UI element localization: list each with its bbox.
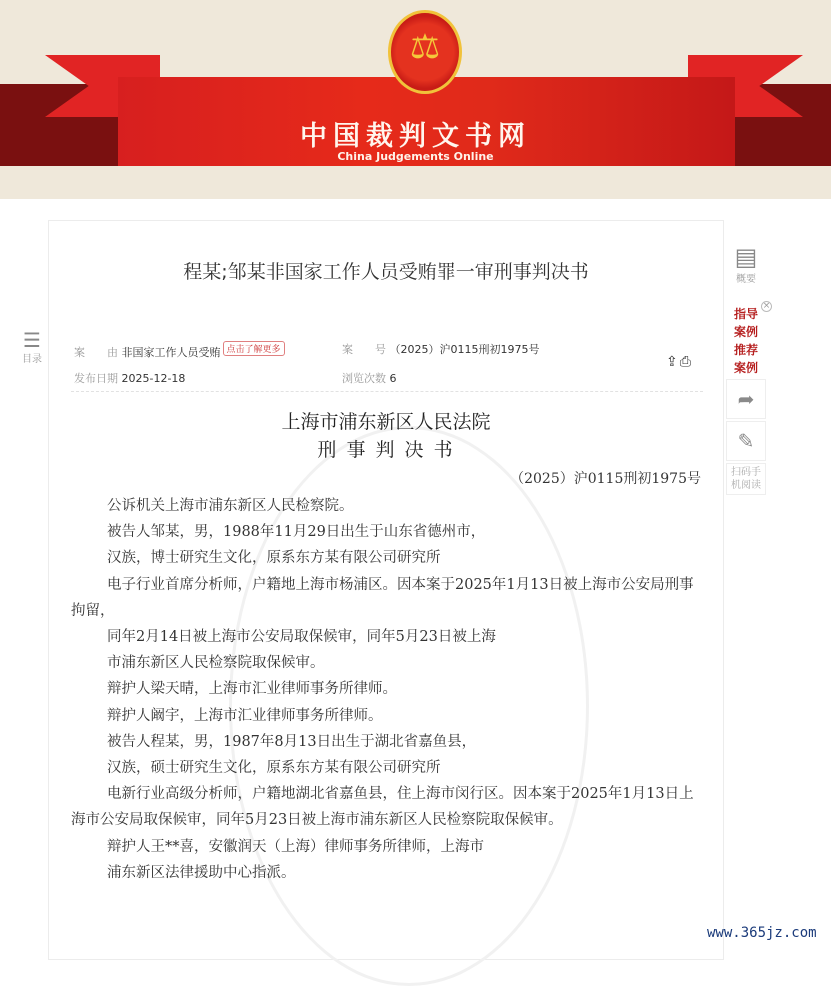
site-subtitle: China Judgements Online [337, 150, 494, 163]
divider [71, 391, 703, 392]
publish-label: 发布日期 [74, 372, 118, 385]
scan-mobile-button[interactable] [726, 463, 766, 495]
summary-label: 概要 [736, 274, 756, 285]
case-no-value: （2025）沪0115刑初1975号 [389, 343, 540, 356]
meta-views [342, 370, 397, 386]
share-icon: ➦ [737, 387, 755, 411]
case-number-line: （2025）沪0115刑初1975号 [510, 471, 701, 487]
paragraph: 辩护人王**喜，安徽润天（上海）律师事务所律师，上海市 [107, 838, 484, 855]
recommend-case-label: 案例 [733, 361, 758, 375]
watermark-url: www.365jz.com [707, 925, 817, 941]
site-header [0, 0, 831, 199]
document-body [71, 493, 701, 886]
list-icon: ☰ [23, 328, 41, 352]
paragraph: 电子行业首席分析师，户籍地上海市杨浦区。因本案于2025年1月13日被上海市公安局刑事拘留， [71, 576, 694, 619]
toc-button[interactable] [18, 330, 46, 365]
cause-value: 非国家工作人员受贿 [121, 346, 221, 359]
close-icon[interactable]: × [762, 301, 771, 311]
recommend-case-link[interactable] [726, 341, 766, 377]
guide-case-link[interactable] [726, 305, 766, 341]
meta-case-no [342, 341, 539, 357]
share-button[interactable] [726, 379, 766, 419]
edit-button[interactable] [726, 421, 766, 461]
paragraph: 被告人邹某，男，1988年11月29日出生于山东省德州市， [107, 524, 486, 541]
toc-label: 目录 [22, 354, 42, 365]
guide-case-label: 案例 [733, 325, 758, 339]
paragraph: 汉族，硕士研究生文化，原系东方某有限公司研究所 [107, 760, 441, 777]
views-label: 浏览次数 [342, 372, 386, 385]
paragraph: 电新行业高级分析师，户籍地湖北省嘉鱼县，住上海市闵行区。因本案于2025年1月13日上海市公安局取保候审，同年5月23日被上海市浦东新区人民检察院取保候审。 [71, 786, 694, 829]
document-title: 程某;邹某非国家工作人员受贿罪一审刑事判决书 [183, 261, 589, 283]
court-name: 上海市浦东新区人民法院 [281, 411, 491, 433]
paragraph: 公诉机关上海市浦东新区人民检察院。 [107, 498, 354, 514]
doc-type: 刑 事 判 决 书 [317, 439, 455, 461]
paragraph: 辩护人阚宇，上海市汇业律师事务所律师。 [107, 707, 383, 724]
learn-more-button[interactable]: 点击了解更多 [223, 341, 285, 356]
summary-button[interactable] [726, 244, 766, 285]
scales-icon: ⚖ [409, 27, 441, 67]
paragraph: 市浦东新区人民检察院取保候审。 [107, 655, 325, 672]
views-value: 6 [389, 372, 397, 385]
guide-case-label: 指导 [733, 307, 758, 321]
paragraph: 汉族，博士研究生文化，原系东方某有限公司研究所 [107, 550, 441, 567]
publish-value: 2025-12-18 [121, 372, 186, 385]
meta-publish-date [74, 370, 185, 386]
paragraph: 同年2月14日被上海市公安局取保候审，同年5月23日被上海 [107, 629, 496, 646]
scan-label: 机阅读 [731, 480, 761, 491]
summary-icon: ▤ [734, 243, 758, 271]
doc-actions [666, 354, 693, 370]
paragraph: 被告人程某，男，1987年8月13日出生于湖北省嘉鱼县， [107, 733, 477, 750]
paragraph: 浦东新区法律援助中心指派。 [107, 864, 296, 881]
recommend-case-label: 推荐 [733, 343, 758, 357]
document-card [48, 220, 724, 960]
print-icon[interactable]: ⎙ [679, 354, 693, 370]
meta-cause [74, 341, 285, 360]
download-icon[interactable]: ⇪ [666, 354, 680, 370]
cause-label: 案 由 [74, 346, 118, 359]
scan-label: 扫码手 [731, 467, 761, 478]
court-emblem-icon[interactable] [388, 10, 462, 94]
right-toolbar [726, 243, 771, 495]
site-title: 中国裁判文书网 [300, 121, 531, 152]
pencil-icon: ✎ [737, 429, 755, 453]
case-no-label: 案 号 [342, 343, 386, 356]
paragraph: 辩护人梁天晴，上海市汇业律师事务所律师。 [107, 681, 397, 698]
